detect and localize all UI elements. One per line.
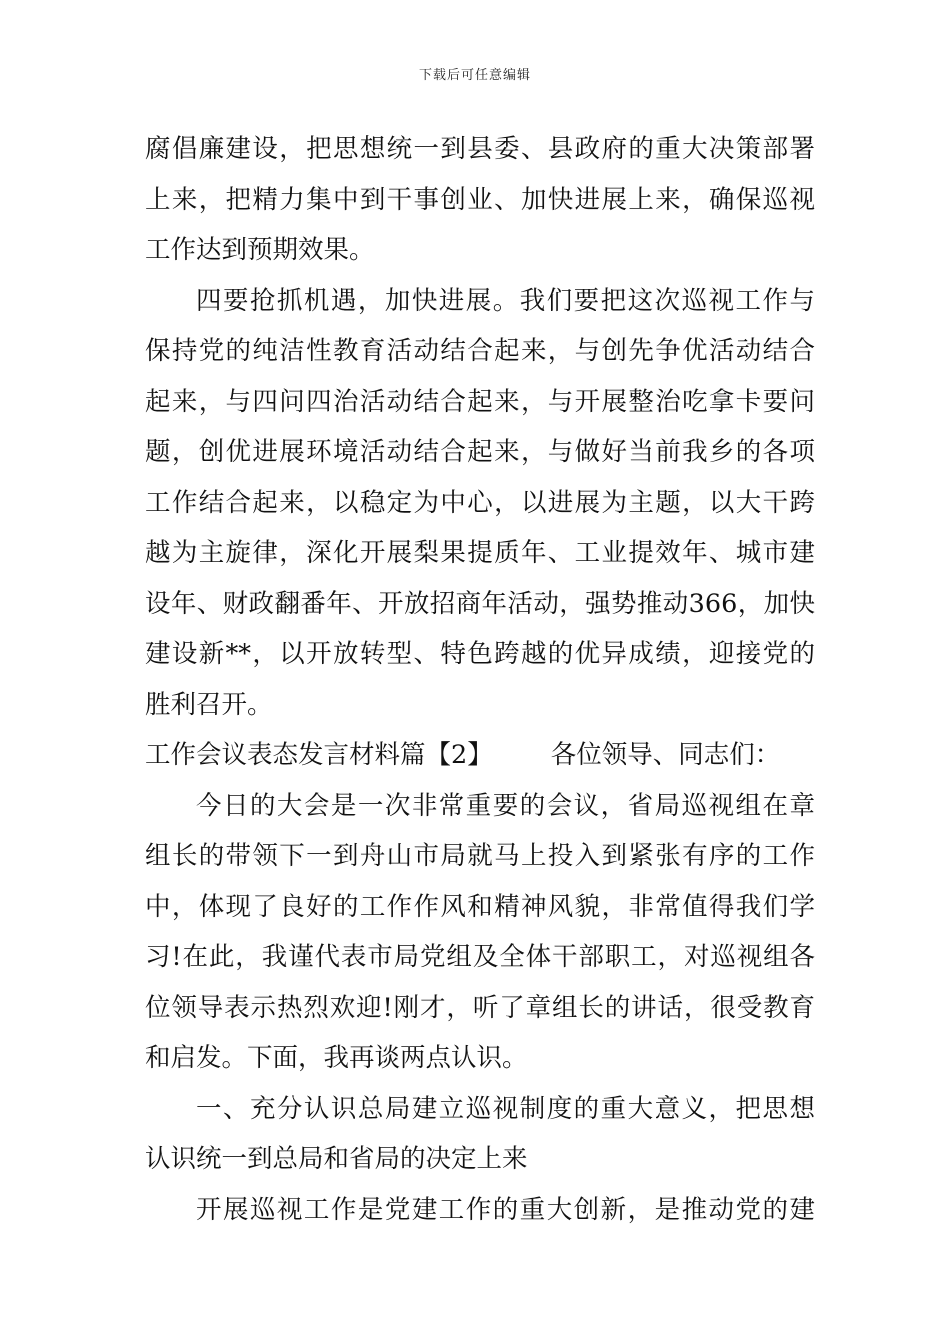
greeting: 各位领导、同志们： xyxy=(550,740,781,770)
text-line: 腐倡廉建设，把思想统一到县委、县政府的重大决策部署 xyxy=(145,134,815,164)
paragraph-5 xyxy=(145,1185,815,1236)
paragraph-3 xyxy=(145,781,815,1084)
text-line: 开展巡视工作是党建工作的重大创新，是推动党的建 xyxy=(196,1194,815,1225)
text-line: 组长的带领下一到舟山市局就马上投入到紧张有序的工作 xyxy=(145,841,815,871)
document-body xyxy=(145,124,815,1235)
section-heading: 工作会议表态发言材料篇【2】 xyxy=(145,740,493,770)
text-line: 越为主旋律，深化开展梨果提质年、工业提效年、城市建 xyxy=(145,538,815,568)
paragraph-4 xyxy=(145,1084,815,1185)
text-line: 中，体现了良好的工作作风和精神风貌，非常值得我们学 xyxy=(145,891,815,922)
section-heading-line xyxy=(145,730,815,781)
text-line: 工作结合起来，以稳定为中心，以进展为主题，以大干跨 xyxy=(145,487,815,518)
text-line: 今日的大会是一次非常重要的会议，省局巡视组在章 xyxy=(196,790,815,821)
text-line: 起来，与四问四治活动结合起来，与开展整治吃拿卡要问 xyxy=(145,386,815,417)
text-line: 位领导表示热烈欢迎!刚才，听了章组长的讲话，很受教育 xyxy=(145,992,815,1023)
text-line: 和启发。下面，我再谈两点认识。 xyxy=(145,1043,528,1073)
page-header: 下载后可任意编辑 xyxy=(418,68,531,83)
text-line: 四要抢抓机遇，加快进展。我们要把这次巡视工作与 xyxy=(196,285,815,316)
text-line: 认识统一到总局和省局的决定上来 xyxy=(145,1144,528,1174)
text-line: 上来，把精力集中到干事创业、加快进展上来，确保巡视 xyxy=(145,184,815,215)
text-line: 题，创优进展环境活动结合起来，与做好当前我乡的各项 xyxy=(145,437,815,467)
text-line: 保持党的纯洁性教育活动结合起来，与创先争优活动结合 xyxy=(145,336,815,366)
text-line: 建设新**，以开放转型、特色跨越的优异成绩，迎接党的 xyxy=(145,639,815,669)
text-line: 胜利召开。 xyxy=(145,689,273,720)
text-line: 习!在此，我谨代表市局党组及全体干部职工，对巡视组各 xyxy=(145,942,815,972)
text-line: 工作达到预期效果。 xyxy=(145,235,375,265)
text-line: 设年、财政翻番年、开放招商年活动，强势推动366，加快 xyxy=(145,588,815,619)
text-line: 一、充分认识总局建立巡视制度的重大意义，把思想 xyxy=(196,1093,815,1124)
paragraph-1 xyxy=(145,124,815,276)
paragraph-2 xyxy=(145,276,815,731)
